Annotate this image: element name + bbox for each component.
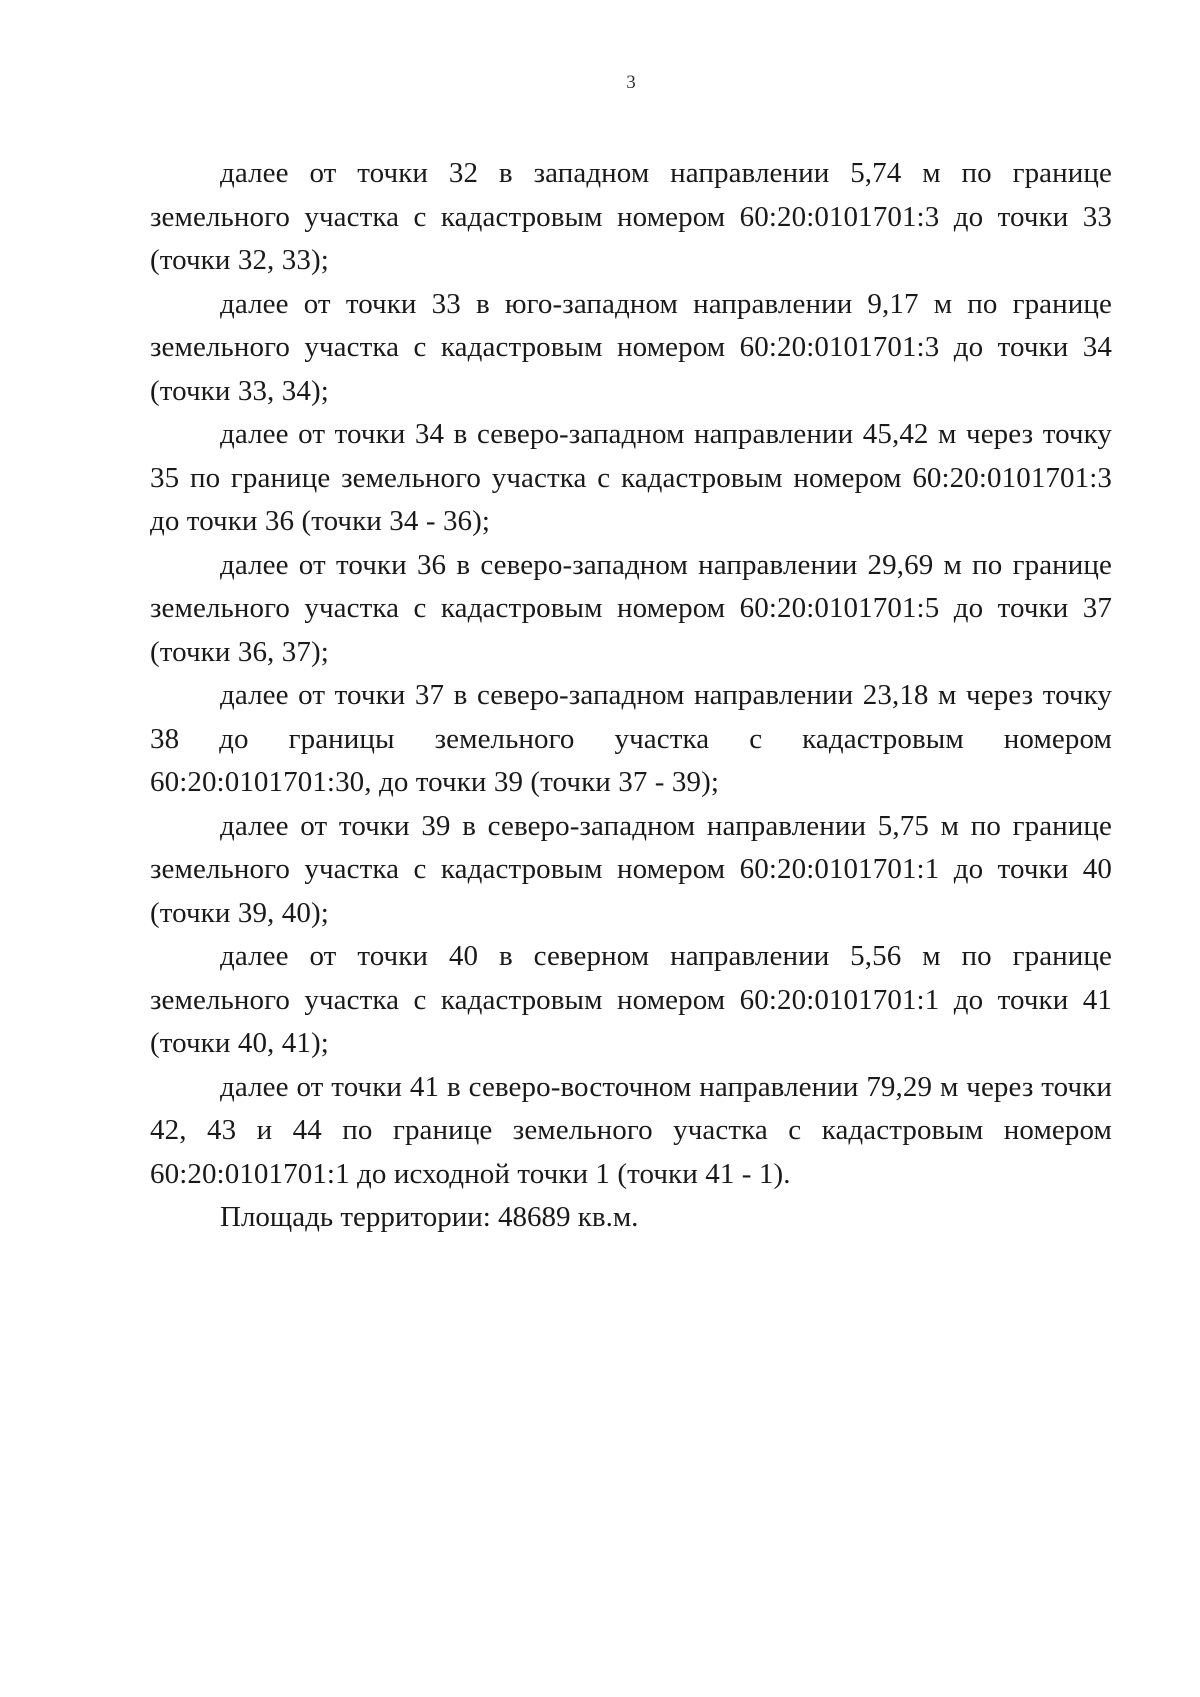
- boundary-paragraph-8: далее от точки 41 в северо-восточном направлении 79,29 м через точки 42, 43 и 44 по границе земельного участка с кадастровым номером 60:20:0101701:1 до исходной точки 1 (точки 41 - 1).: [150, 1070, 1112, 1190]
- page-number: 3: [626, 72, 636, 93]
- boundary-paragraph-5: далее от точки 37 в северо-западном направлении 23,18 м через точку 38 до границы земельного участка с кадастровым номером 60:20:0101701:30, до точки 39 (точки 37 - 39);: [150, 679, 1112, 798]
- boundary-paragraph-2: далее от точки 33 в юго-западном направлении 9,17 м по границе земельного участка с кадастровым номером 60:20:0101701:3 до точки 34 (точки 33, 34);: [150, 287, 1112, 407]
- territory-area: Площадь территории: 48689 кв.м.: [220, 1201, 639, 1233]
- document-body: [150, 152, 1112, 1240]
- boundary-paragraph-1: далее от точки 32 в западном направлении 5,74 м по границе земельного участка с кадастровым номером 60:20:0101701:3 до точки 33 (точки 32, 33);: [150, 157, 1112, 276]
- boundary-paragraph-4: далее от точки 36 в северо-западном направлении 29,69 м по границе земельного участка с кадастровым номером 60:20:0101701:5 до точки 37 (точки 36, 37);: [150, 548, 1112, 668]
- boundary-paragraph-6: далее от точки 39 в северо-западном направлении 5,75 м по границе земельного участка с кадастровым номером 60:20:0101701:1 до точки 40 (точки 39, 40);: [150, 809, 1112, 929]
- boundary-paragraph-7: далее от точки 40 в северном направлении 5,56 м по границе земельного участка с кадастровым номером 60:20:0101701:1 до точки 41 (точки 40, 41);: [150, 940, 1112, 1059]
- boundary-paragraph-3: далее от точки 34 в северо-западном направлении 45,42 м через точку 35 по границе земельного участка с кадастровым номером 60:20:0101701:3 до точки 36 (точки 34 - 36);: [150, 418, 1112, 537]
